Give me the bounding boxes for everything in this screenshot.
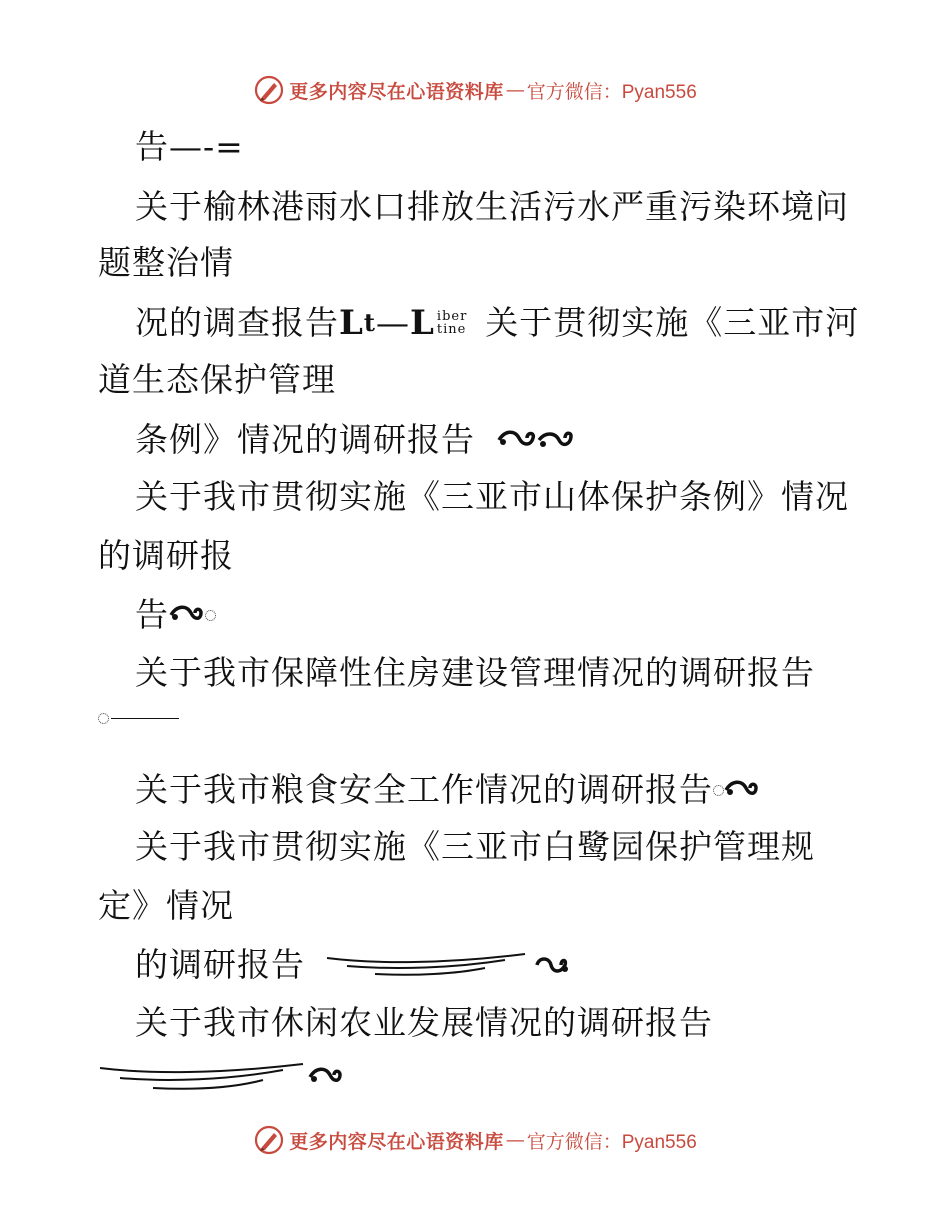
text-line-11 [98, 713, 179, 724]
line-text: 关于我市休闲农业发展情况的调研报告 [135, 1003, 713, 1042]
math-subscript: t [363, 308, 376, 337]
line-text: 告 [135, 595, 169, 634]
pen-logo-icon [253, 74, 285, 106]
line-text: 关于贯彻实施《三亚市河 [485, 303, 860, 342]
text-line-14 [98, 886, 234, 926]
banner-separator: — [505, 1129, 525, 1151]
stack-top: iber [436, 309, 468, 324]
banner-wechat-text: 官方微信：Pyan556 [526, 81, 697, 103]
text-line-1 [135, 127, 244, 167]
text-line-13 [135, 827, 815, 867]
text-line-3 [98, 243, 234, 283]
wave-line-icon [98, 1062, 308, 1092]
line-text: 况的调查报告 [135, 303, 339, 342]
banner-wechat-text: 官方微信：Pyan556 [526, 1131, 697, 1153]
banner-separator: — [505, 79, 525, 101]
line-text: 关于榆林港雨水口排放生活污水严重污染环境问 [135, 187, 849, 226]
text-line-10 [135, 653, 815, 693]
line-text: 关于我市贯彻实施《三亚市山体保护条例》情况 [135, 477, 849, 516]
line-text: 关于我市粮食安全工作情况的调研报告 [135, 770, 713, 809]
text-line-16 [135, 1003, 713, 1043]
line-text: 定》情况 [98, 886, 234, 925]
text-line-17 [98, 1062, 344, 1092]
flourish-ornament-icon [724, 778, 760, 802]
text-line-15 [135, 945, 571, 985]
flourish-ornament-icon [169, 603, 205, 627]
text-line-6 [135, 420, 573, 460]
line-text: 的调研报告 [135, 945, 305, 984]
dotted-circle-icon [98, 713, 109, 724]
line-text: 的调研报 [98, 536, 234, 575]
horizontal-rule [111, 718, 179, 719]
text-line-9 [135, 595, 216, 635]
math-symbol: L [339, 303, 364, 343]
wave-line-icon [325, 950, 535, 980]
text-line-5 [98, 360, 336, 400]
text-line-7 [135, 477, 849, 517]
line-text: 关于我市贯彻实施《三亚市白鹭园保护管理规 [135, 827, 815, 866]
flourish-ornament-icon [497, 428, 573, 452]
line-text: 关于我市保障性住房建设管理情况的调研报告 [135, 653, 815, 692]
flourish-ornament-icon [308, 1065, 344, 1089]
pen-logo-icon [253, 1124, 285, 1156]
dotted-circle-icon [205, 610, 216, 621]
footer-banner [0, 1120, 950, 1160]
banner-main-text: 更多内容尽在心语资料库 [289, 80, 504, 103]
math-symbol: L [410, 303, 435, 343]
header-banner [0, 70, 950, 110]
line-text: 告—-= [135, 127, 244, 166]
text-line-4 [135, 303, 859, 343]
line-text: 题整治情 [98, 243, 234, 282]
dotted-circle-icon [713, 785, 724, 796]
math-stack [437, 310, 467, 336]
stack-bottom: tine [436, 322, 467, 337]
text-line-8 [98, 536, 234, 576]
text-line-2 [135, 187, 849, 227]
text-line-12 [135, 770, 760, 810]
dash: — [376, 303, 410, 342]
banner-main-text: 更多内容尽在心语资料库 [289, 1130, 504, 1153]
line-text: 条例》情况的调研报告 [135, 420, 475, 459]
flourish-ornament-icon [535, 953, 571, 977]
line-text: 道生态保护管理 [98, 360, 336, 399]
